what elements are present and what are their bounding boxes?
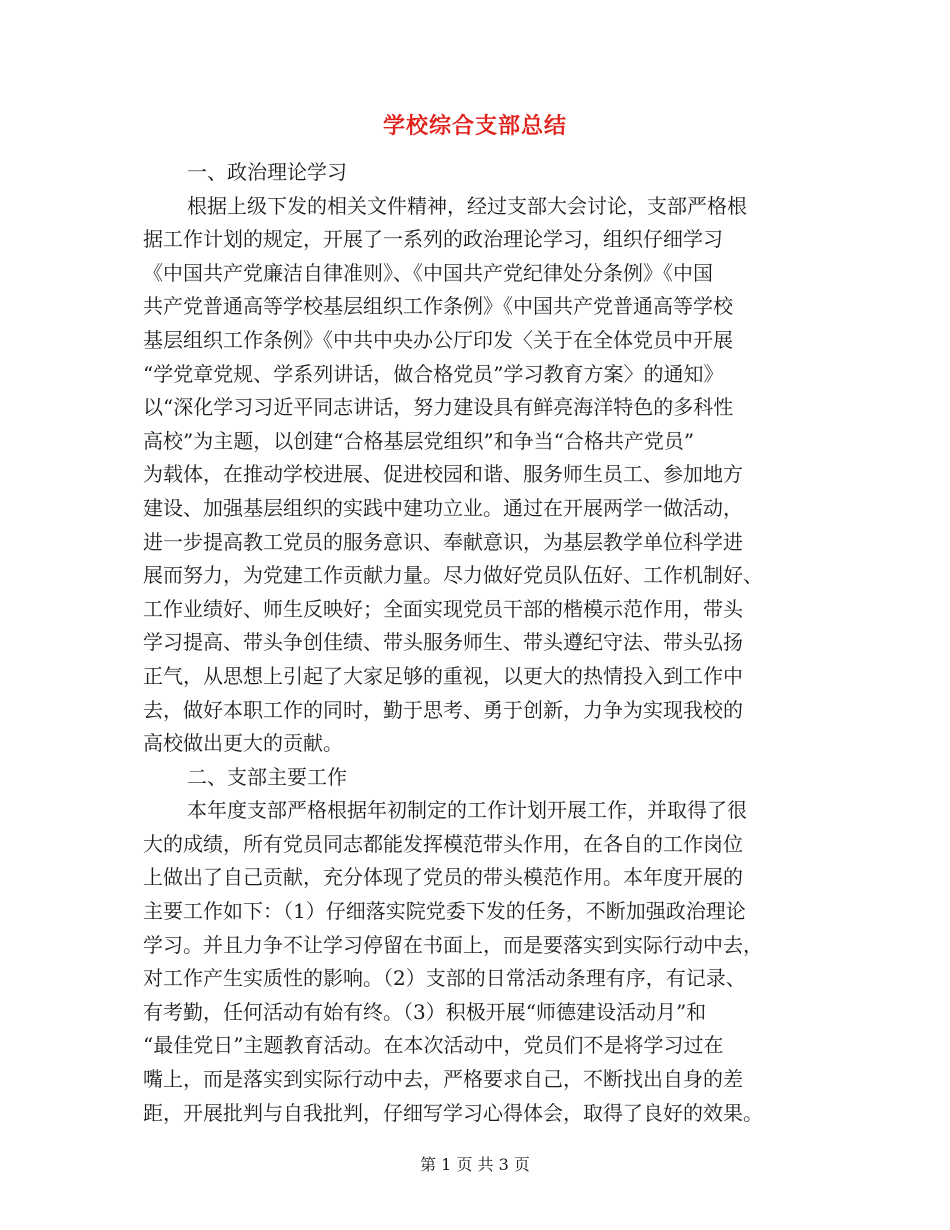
paragraph-line: 以“深化学习习近平同志讲话，努力建设具有鲜亮海洋特色的多科性 — [143, 395, 734, 420]
paragraph-line: 高校做出更大的贡献。 — [143, 731, 343, 756]
paragraph-line: 正气，从思想上引起了大家足够的重视，以更大的热情投入到工作中 — [143, 663, 743, 688]
paragraph-line: 上做出了自己贡献，充分体现了党员的带头模范作用。本年度开展的 — [143, 865, 743, 890]
paragraph-line: 基层组织工作条例》《中共中央办公厅印发〈关于在全体党员中开展 — [143, 327, 733, 352]
document-title: 学校综合支部总结 — [382, 113, 567, 139]
paragraph-line: “学党章党规、学系列讲话，做合格党员”学习教育方案〉的通知》 — [143, 361, 724, 386]
paragraph-line: “最佳党日”主题教育活动。在本次活动中，党员们不是将学习过在 — [143, 1033, 724, 1058]
paragraph-line: 主要工作如下：（1）仔细落实院党委下发的任务，不断加强政治理论 — [143, 899, 746, 924]
paragraph-line: 共产党普通高等学校基层组织工作条例》《中国共产党普通高等学校 — [143, 294, 733, 319]
paragraph-line: 建设、加强基层组织的实践中建功立业。通过在开展两学一做活动， — [143, 495, 743, 520]
section-heading-political-theory: 一、政治理论学习 — [187, 160, 347, 184]
paragraph-line: 对工作产生实质性的影响。（2）支部的日常活动条理有序，有记录、 — [143, 966, 746, 991]
paragraph-line: 学习提高、带头争创佳绩、带头服务师生、带头遵纪守法、带头弘扬 — [143, 630, 743, 655]
paragraph-line: 大的成绩，所有党员同志都能发挥模范带头作用，在各自的工作岗位 — [143, 831, 743, 856]
section-heading-branch-work: 二、支部主要工作 — [187, 764, 347, 789]
paragraph-line: 展而努力，为党建工作贡献力量。尽力做好党员队伍好、工作机制好、 — [143, 563, 763, 588]
paragraph-line: 根据上级下发的相关文件精神，经过支部大会讨论，支部严格根 — [187, 193, 747, 218]
paragraph-line: 高校”为主题，以创建“合格基层党组织”和争当“合格共产党员” — [143, 428, 695, 453]
paragraph-line: 有考勤，任何活动有始有终。（3）积极开展“师德建设活动月”和 — [143, 999, 707, 1024]
paragraph-line: 学习。并且力争不让学习停留在书面上，而是要落实到实际行动中去， — [143, 932, 763, 957]
document-body — [143, 156, 808, 1130]
paragraph-line: 为载体，在推动学校进展、促进校园和谐、服务师生员工、参加地方 — [143, 462, 743, 487]
paragraph-line: 本年度支部严格根据年初制定的工作计划开展工作，并取得了很 — [187, 798, 747, 823]
paragraph-line: 嘴上，而是落实到实际行动中去，严格要求自己，不断找出自身的差 — [143, 1067, 743, 1092]
paragraph-line: 据工作计划的规定，开展了一系列的政治理论学习，组织仔细学习 — [143, 227, 723, 252]
paragraph-line: 距，开展批判与自我批判，仔细写学习心得体会，取得了良好的效果。 — [143, 1100, 763, 1125]
paragraph-line: 工作业绩好、师生反映好；全面实现党员干部的楷模示范作用，带头 — [143, 596, 743, 621]
paragraph-line: 进一步提高教工党员的服务意识、奉献意识，为基层教学单位科学进 — [143, 529, 743, 554]
page-number-footer: 第 1 页 共 3 页 — [420, 1155, 530, 1174]
paragraph-line: 《中国共产党廉洁自律准则》、《中国共产党纪律处分条例》《中国 — [143, 260, 713, 285]
paragraph-line: 去，做好本职工作的同时，勤于思考、勇于创新，力争为实现我校的 — [143, 697, 743, 722]
